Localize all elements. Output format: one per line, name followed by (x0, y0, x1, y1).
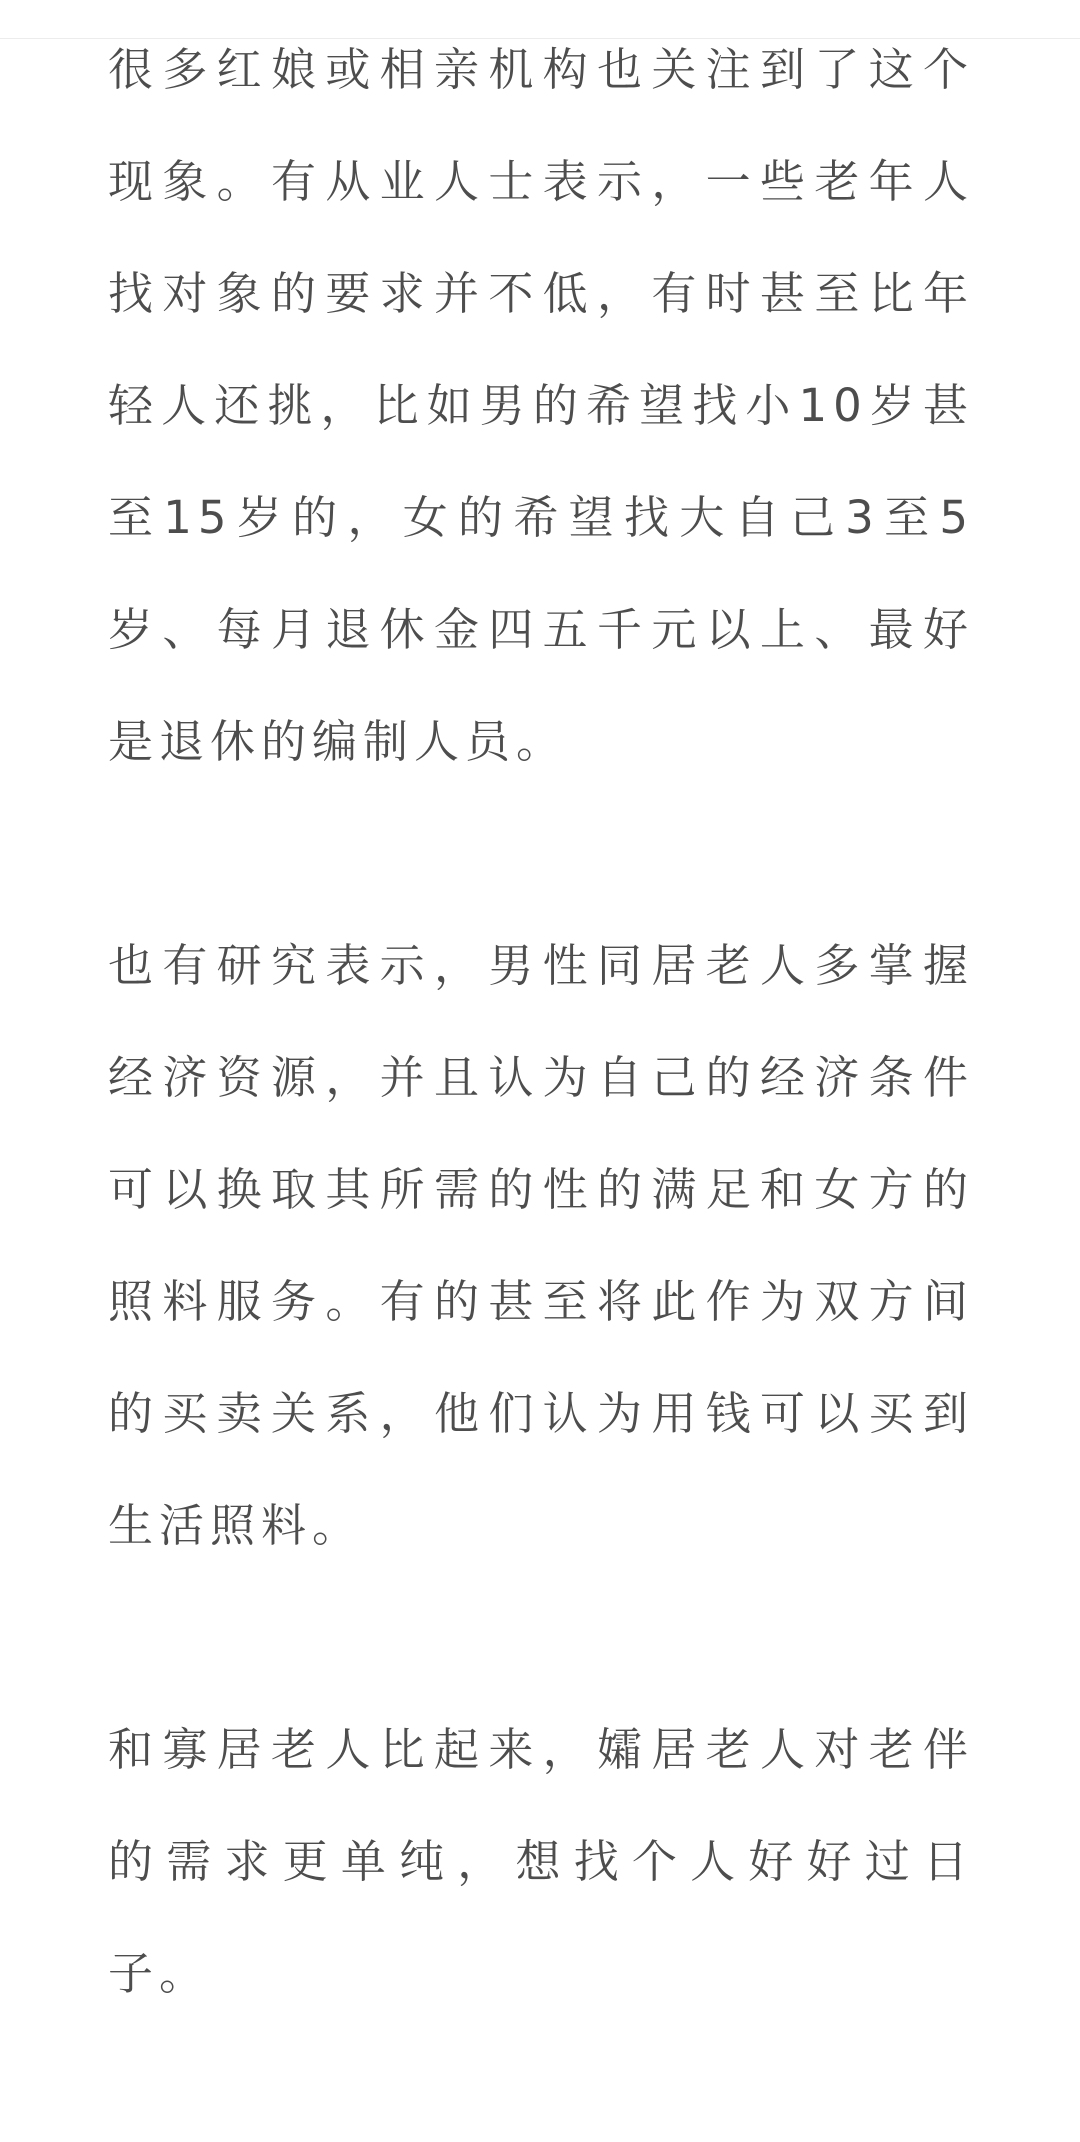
article-body (108, 14, 974, 2142)
paragraph-male-cohabitation: 也有研究表示，男性同居老人多掌握经济资源，并且认为自己的经济条件可以换取其所需的性的满足和女方的照料服务。有的甚至将此作为双方间的买卖关系，他们认为用钱可以买到生活照料。 (108, 939, 974, 1552)
paragraph-widowed-women: 和寡居老人比起来，孀居老人对老伴的需求更单纯，想找个人好好过日子。 (108, 1723, 974, 2000)
top-bar (0, 0, 1080, 39)
paragraph-matchmaking: 很多红娘或相亲机构也关注到了这个现象。有从业人士表示，一些老年人找对象的要求并不低，有时甚至比年轻人还挑，比如男的希望找小10岁甚至15岁的，女的希望找大自己3至5岁、每月退休金四五千元以上、最好是退休的编制人员。 (108, 43, 974, 768)
